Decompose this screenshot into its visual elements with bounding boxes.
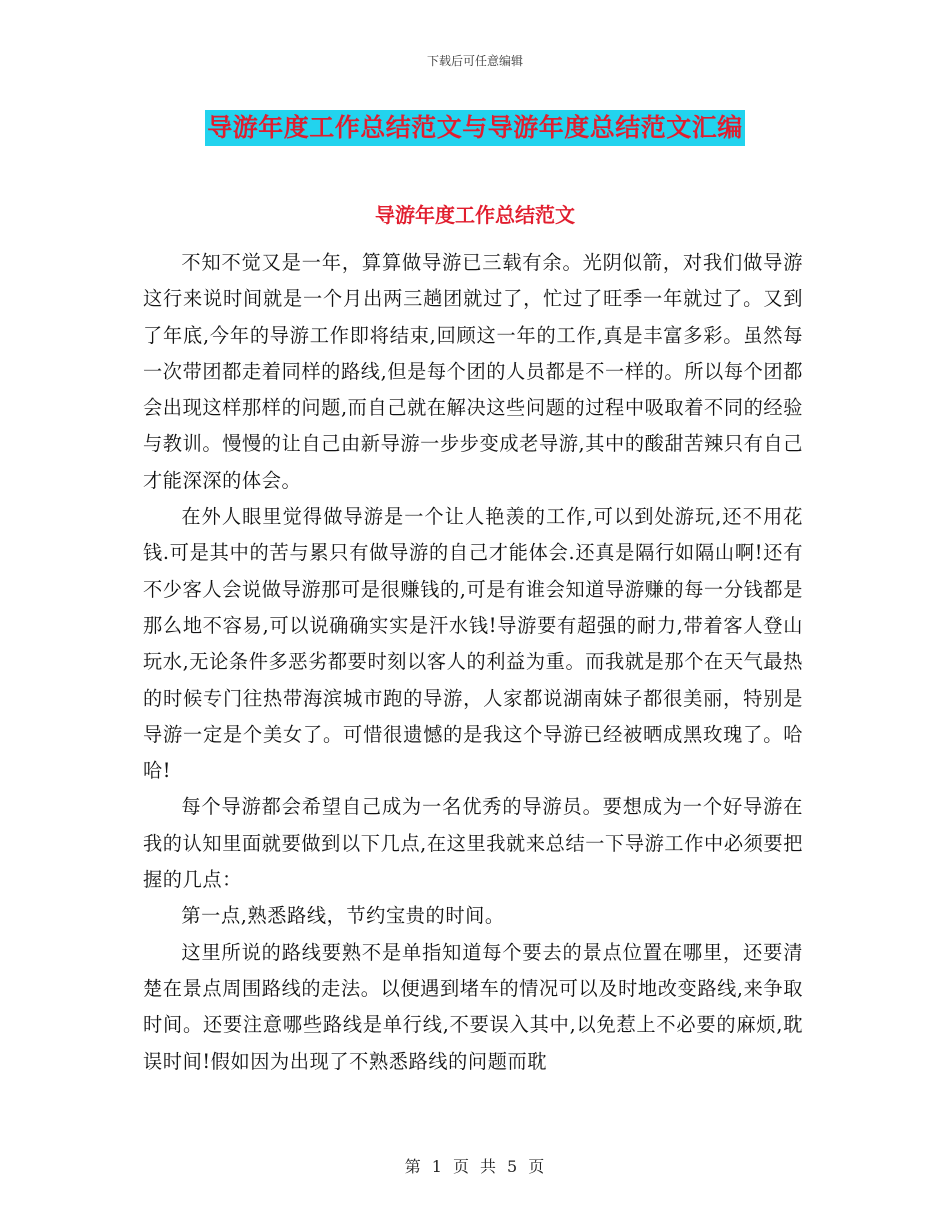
paragraph: 在外人眼里觉得做导游是一个让人艳羡的工作,可以到处游玩,还不用花钱.可是其中的苦与累只有做导游的自己才能体会.还真是隔行如隔山啊!还有不少客人会说做导游那可是很赚钱的,可是有谁会知道导游赚的每一分钱都是那么地不容易,可以说确确实实是汗水钱!导游要有超强的耐力,带着客人登山玩水,无论条件多恶劣都要时刻以客人的利益为重。而我就是那个在天气最热的时候专门往热带海滨城市跑的导游，人家都说湖南妹子都很美丽，特别是导游一定是个美女了。可惜很遗憾的是我这个导游已经被晒成黑玫瑰了。哈哈! [143, 505, 803, 783]
main-title: 导游年度工作总结范文与导游年度总结范文汇编 [205, 110, 745, 146]
footer-total-word: 共 [480, 1157, 498, 1176]
current-page-number: 1 [431, 1157, 443, 1176]
document-body [143, 245, 803, 1080]
total-page-count: 5 [507, 1157, 519, 1176]
main-title-container [0, 110, 950, 146]
paragraph: 这里所说的路线要熟不是单指知道每个要去的景点位置在哪里，还要清楚在景点周围路线的走法。以便遇到堵车的情况可以及时地改变路线,来争取时间。还要注意哪些路线是单行线,不要误入其中,以免惹上不必要的麻烦,耽误时间!假如因为出现了不熟悉路线的问题而耽 [143, 940, 803, 1073]
page-footer [0, 1154, 950, 1177]
footer-prefix: 第 [404, 1157, 422, 1176]
paragraph: 第一点,熟悉路线，节约宝贵的时间。 [181, 904, 505, 928]
header-note: 下载后可任意编辑 [426, 54, 523, 68]
footer-page-word: 页 [452, 1157, 470, 1176]
section-title: 导游年度工作总结范文 [375, 203, 575, 227]
paragraph: 每个导游都会希望自己成为一名优秀的导游员。要想成为一个好导游在我的认知里面就要做到以下几点,在这里我就来总结一下导游工作中必须要把握的几点： [143, 795, 803, 892]
paragraph: 不知不觉又是一年，算算做导游已三载有余。光阴似箭，对我们做导游这行来说时间就是一个月出两三趟团就过了，忙过了旺季一年就过了。又到了年底,今年的导游工作即将结束,回顾这一年的工作,真是丰富多彩。虽然每一次带团都走着同样的路线,但是每个团的人员都是不一样的。所以每个团都会出现这样那样的问题,而自己就在解决这些问题的过程中吸取着不同的经验与教训。慢慢的让自己由新导游一步步变成老导游,其中的酸甜苦辣只有自己才能深深的体会。 [143, 251, 803, 492]
footer-suffix: 页 [528, 1157, 546, 1176]
